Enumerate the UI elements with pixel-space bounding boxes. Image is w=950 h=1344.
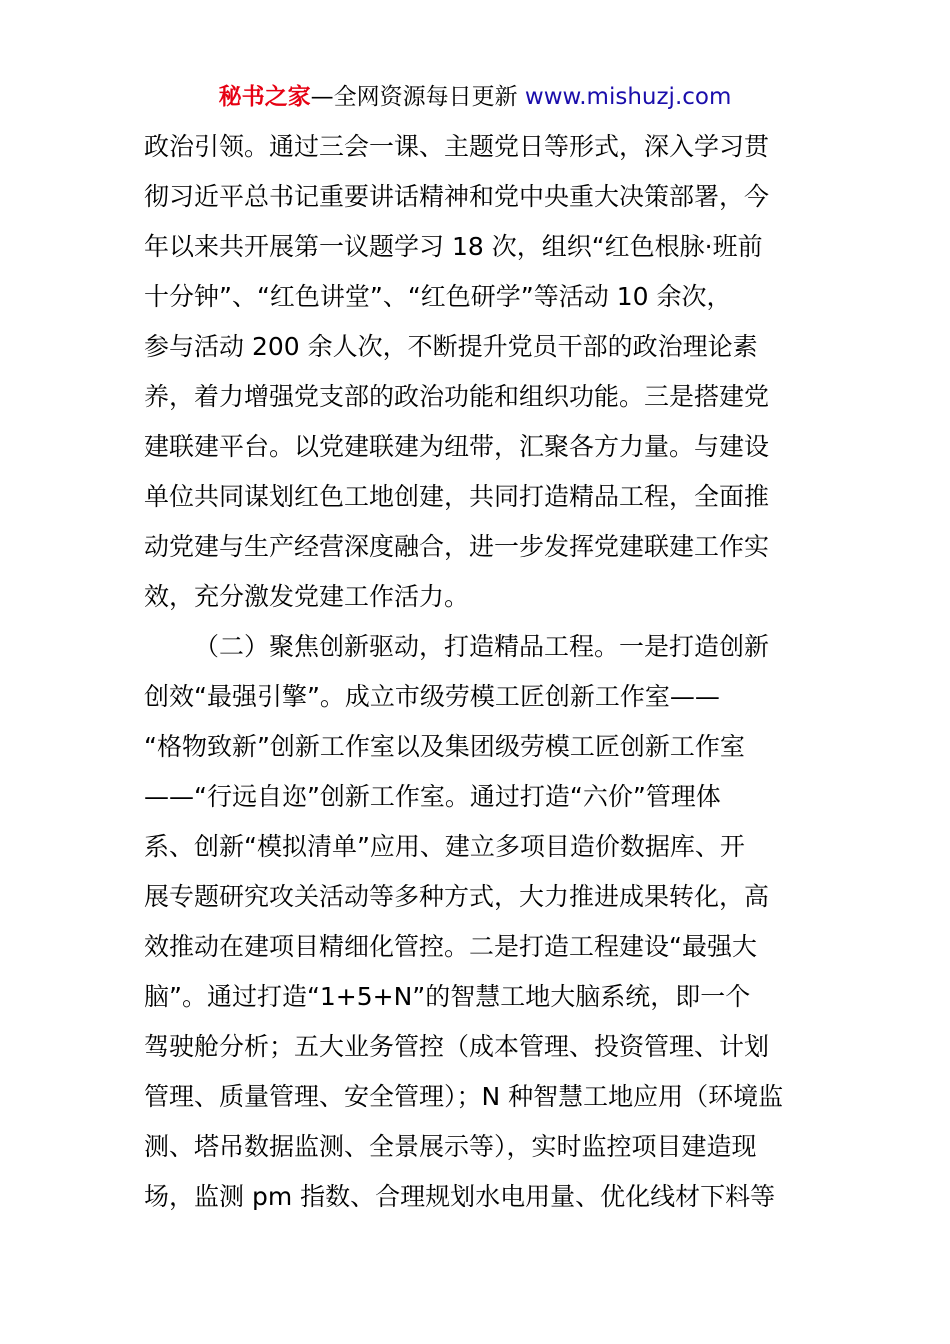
section-heading-line: （二）聚焦创新驱动，打造精品工程。一是打造创新 [194,632,770,661]
text-line: 驾驶舱分析；五大业务管控（成本管理、投资管理、计划 [144,1032,770,1061]
text-line: 年以来共开展第一议题学习 18 次，组织“红色根脉·班前 [144,232,763,261]
document-body [144,122,808,1222]
text-line: 参与活动 200 余人次，不断提升党员干部的政治理论素 [144,332,758,361]
text-line: 系、创新“模拟清单”应用、建立多项目造价数据库、开 [144,832,745,861]
text-line: 创效“最强引擎”。成立市级劳模工匠创新工作室—— [144,682,720,711]
text-line: 建联建平台。以党建联建为纽带，汇聚各方力量。与建设 [144,432,770,461]
text-line: 效，充分激发党建工作活力。 [144,582,470,611]
text-line: 管理、质量管理、安全管理）；N 种智慧工地应用（环境监 [144,1082,784,1111]
site-header [0,82,950,112]
text-line: 彻习近平总书记重要讲话精神和党中央重大决策部署，今 [144,182,770,211]
text-line: 政治引领。通过三会一课、主题党日等形式，深入学习贯 [144,132,770,161]
text-line: 效推动在建项目精细化管控。二是打造工程建设“最强大 [144,932,757,961]
text-line: ——“行远自迩”创新工作室。通过打造“六价”管理体 [144,782,721,811]
text-line: 动党建与生产经营深度融合，进一步发挥党建联建工作实 [144,532,770,561]
text-line: 场，监测 pm 指数、合理规划水电用量、优化线材下料等 [144,1182,776,1211]
text-line: 测、塔吊数据监测、全景展示等），实时监控项目建造现 [144,1132,757,1161]
text-line: 养，着力增强党支部的政治功能和组织功能。三是搭建党 [144,382,770,411]
text-line: 展专题研究攻关活动等多种方式，大力推进成果转化，高 [144,882,770,911]
site-slogan: —全网资源每日更新 [310,84,525,110]
text-line: 十分钟”、“红色讲堂”、“红色研学”等活动 10 余次， [144,282,732,311]
site-brand: 秘书之家 [218,84,311,110]
text-line: 单位共同谋划红色工地创建，共同打造精品工程，全面推 [144,482,770,511]
text-line: “格物致新”创新工作室以及集团级劳模工匠创新工作室 [144,732,745,761]
text-line: 脑”。通过打造“1+5+N”的智慧工地大脑系统，即一个 [144,982,751,1011]
site-url-link[interactable]: www.mishuzj.com [524,84,732,110]
